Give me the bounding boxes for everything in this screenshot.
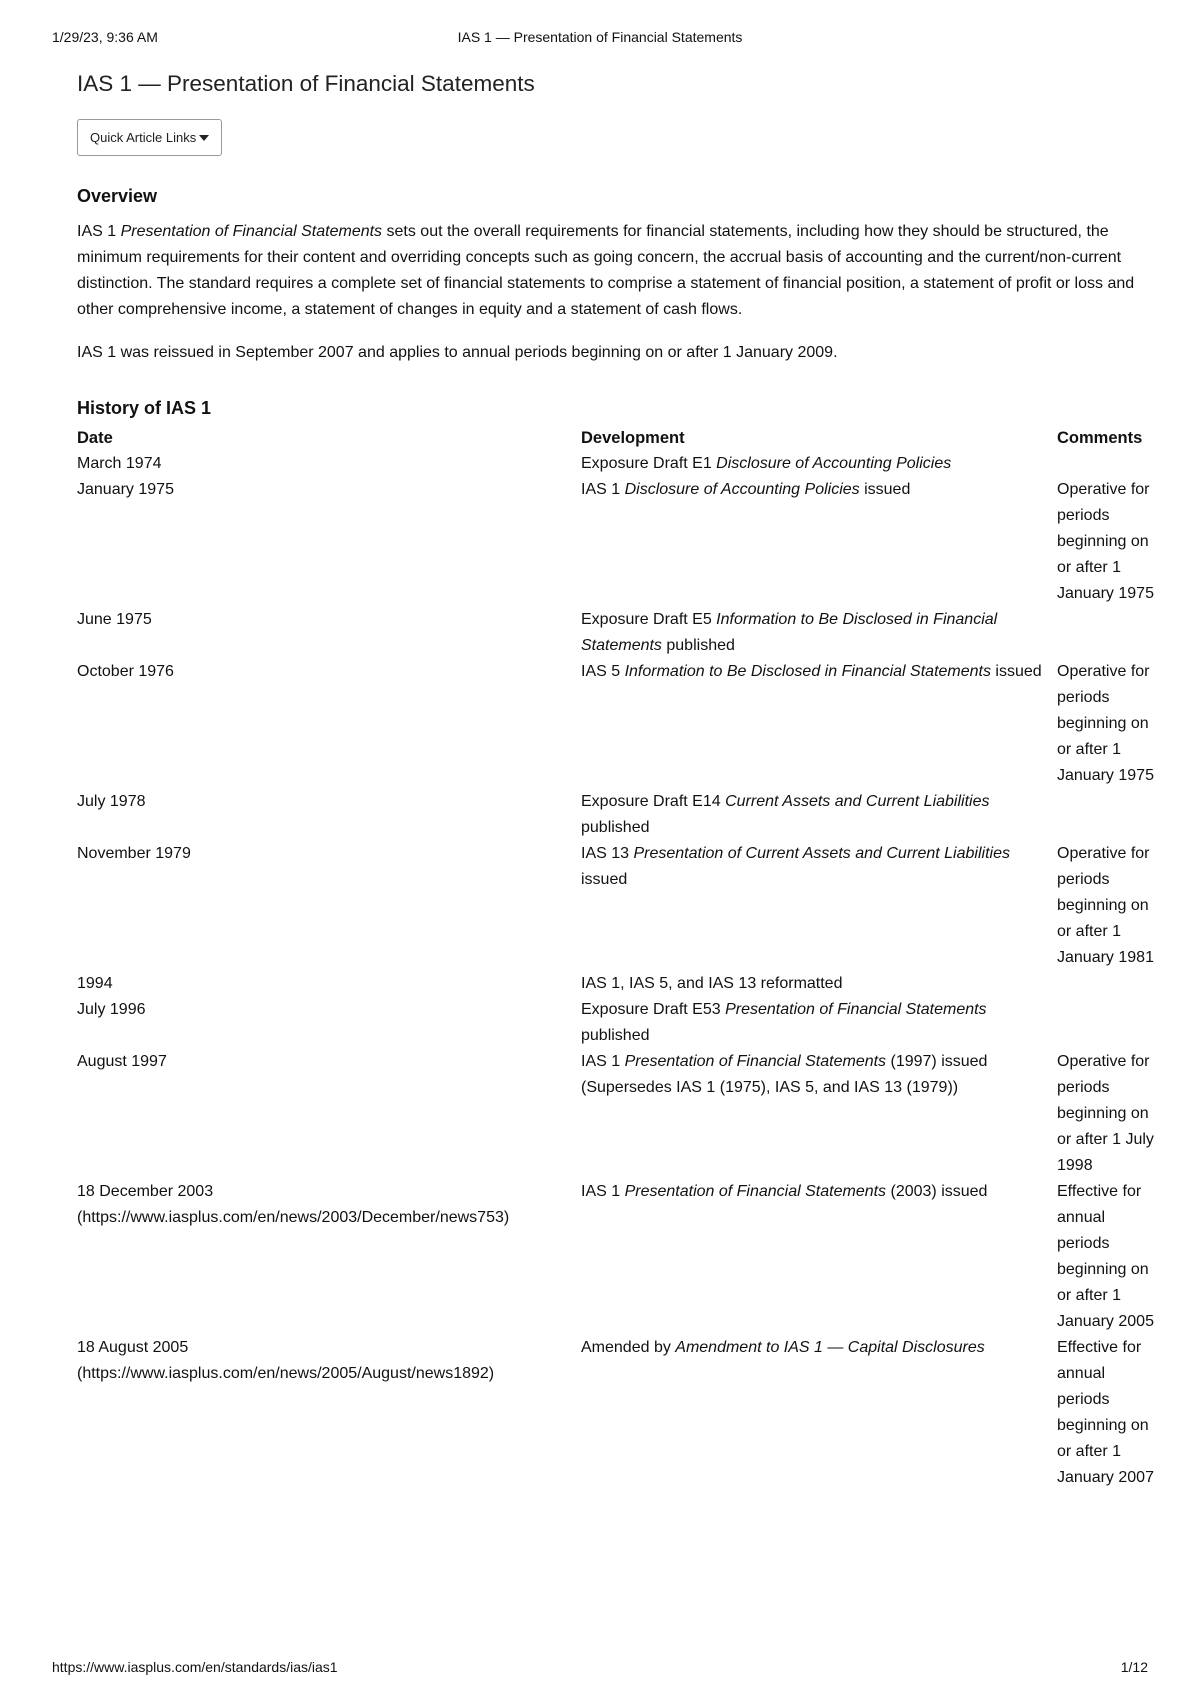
print-footer — [52, 1659, 1148, 1679]
row-date: 1994 — [77, 975, 113, 992]
dev-text-after: issued — [859, 481, 911, 498]
page-title: IAS 1 — Presentation of Financial Statements — [77, 71, 535, 96]
row-date: October 1976 — [77, 663, 174, 680]
column-header-date: Date — [77, 429, 113, 447]
dev-title: Information to Be Disclosed in Financial Statements — [624, 663, 991, 680]
table-row — [77, 659, 1159, 789]
dev-text: IAS 1 — [581, 1183, 625, 1200]
dev-title: Information to Be Disclosed in Financial Statements — [581, 611, 998, 654]
dev-title: Amendment to IAS 1 — Capital Disclosures — [675, 1339, 985, 1356]
dev-title: Disclosure of Accounting Policies — [624, 481, 860, 498]
dev-text: IAS 13 — [581, 845, 634, 862]
history-table — [77, 425, 1159, 1491]
table-row — [77, 971, 1159, 997]
dev-title: Presentation of Financial Statements — [624, 1053, 887, 1070]
row-development — [581, 1335, 1057, 1491]
table-row — [77, 1179, 1159, 1335]
row-development — [581, 997, 1057, 1049]
print-page-number: 1/12 — [1120, 1659, 1148, 1675]
row-date: August 1997 — [77, 1053, 167, 1070]
print-url: https://www.iasplus.com/en/standards/ias/ias1 — [52, 1659, 338, 1675]
dev-title: Current Assets and Current Liabilities — [725, 793, 990, 810]
row-date: January 1975 — [77, 481, 174, 498]
row-comment: Operative for periods beginning on or after 1 January 1981 — [1057, 845, 1154, 966]
row-development — [581, 841, 1057, 971]
row-development — [581, 477, 1057, 607]
dev-text: Exposure Draft E1 — [581, 455, 717, 472]
row-date: July 1996 — [77, 1001, 146, 1018]
row-comment — [1057, 607, 1159, 659]
dev-text: Exposure Draft E53 — [581, 1001, 726, 1018]
dev-text-after: (1997) issued (Supersedes IAS 1 (1975), IAS 5, and IAS 13 (1979)) — [581, 1053, 988, 1096]
row-development — [581, 451, 1057, 477]
row-comment: Effective for annual periods beginning on or after 1 January 2007 — [1057, 1339, 1154, 1486]
row-comment — [1057, 451, 1159, 477]
quick-article-links-label: Quick Article Links — [90, 130, 197, 145]
dev-title: Presentation of Financial Statements — [624, 1183, 887, 1200]
table-row — [77, 841, 1159, 971]
row-comment: Operative for periods beginning on or after 1 July 1998 — [1057, 1053, 1154, 1174]
dev-text: Exposure Draft E5 — [581, 611, 717, 628]
row-date: November 1979 — [77, 845, 191, 862]
print-doc-title: IAS 1 — Presentation of Financial Statements — [457, 29, 743, 45]
row-development — [581, 971, 1057, 997]
dev-text: IAS 1 — [581, 481, 625, 498]
overview-p1-rest: sets out the overall requirements for financial statements, including how they should be structured, the minimum requirements for their content and overriding concepts such as going concern, the accrual basis of accounting and the current/non-current distinction. The standard requires a complete set of financial statements to comprise a statement of financial position, a statement of profit or loss and other comprehensive income, a statement of changes in equity and a statement of cash flows. — [77, 223, 1135, 318]
dev-text: Exposure Draft E14 — [581, 793, 726, 810]
overview-heading: Overview — [77, 186, 158, 206]
quick-article-links-button[interactable] — [77, 119, 222, 156]
column-header-development: Development — [581, 429, 685, 447]
row-comment: Effective for annual periods beginning on or after 1 January 2005 — [1057, 1183, 1154, 1330]
row-date-link[interactable]: 18 December 2003 (https://www.iasplus.com/en/news/2003/December/news753) — [77, 1183, 510, 1226]
row-date: June 1975 — [77, 611, 152, 628]
column-header-comments: Comments — [1057, 429, 1143, 447]
row-development — [581, 789, 1057, 841]
row-development — [581, 659, 1057, 789]
row-date-link[interactable]: 18 August 2005 (https://www.iasplus.com/en/news/2005/August/news1892) — [77, 1339, 495, 1382]
table-row — [77, 607, 1159, 659]
table-row — [77, 789, 1159, 841]
table-row — [77, 1049, 1159, 1179]
row-comment — [1057, 997, 1159, 1049]
table-row — [77, 451, 1159, 477]
row-development — [581, 1049, 1057, 1179]
article-content — [77, 68, 1154, 1491]
row-comment: Operative for periods beginning on or after 1 January 1975 — [1057, 481, 1154, 602]
dev-text-after: issued — [990, 663, 1042, 680]
dev-text-after: published — [581, 1027, 650, 1044]
dev-text: IAS 1 — [581, 1053, 625, 1070]
dev-title: Disclosure of Accounting Policies — [716, 455, 952, 472]
print-header — [52, 29, 1148, 49]
overview-paragraph-1 — [77, 219, 1147, 323]
table-row — [77, 477, 1159, 607]
dev-text: Amended by — [581, 1339, 676, 1356]
dev-text-after: published — [661, 637, 735, 654]
dev-text-after: published — [581, 819, 650, 836]
dev-text-after: issued — [581, 871, 628, 888]
history-header-row — [77, 425, 1159, 451]
row-comment — [1057, 971, 1159, 997]
overview-p1-italic: Presentation of Financial Statements — [120, 223, 383, 240]
table-row — [77, 997, 1159, 1049]
row-date: March 1974 — [77, 455, 162, 472]
dev-text-after: (2003) issued — [886, 1183, 988, 1200]
dev-text: IAS 1, IAS 5, and IAS 13 reformatted — [581, 975, 843, 992]
table-row — [77, 1335, 1159, 1491]
history-heading: History of IAS 1 — [77, 398, 212, 418]
row-comment — [1057, 789, 1159, 841]
overview-p1-prefix: IAS 1 — [77, 223, 121, 240]
dev-title: Presentation of Current Assets and Current Liabilities — [633, 845, 1010, 862]
row-date: July 1978 — [77, 793, 146, 810]
row-development — [581, 1179, 1057, 1335]
row-development — [581, 607, 1057, 659]
dev-text: IAS 5 — [581, 663, 625, 680]
row-comment: Operative for periods beginning on or after 1 January 1975 — [1057, 663, 1154, 784]
print-datetime: 1/29/23, 9:36 AM — [52, 29, 158, 45]
caret-down-icon — [199, 135, 209, 141]
overview-paragraph-2: IAS 1 was reissued in September 2007 and applies to annual periods beginning on or after 1 January 2009. — [77, 344, 838, 361]
dev-title: Presentation of Financial Statements — [725, 1001, 987, 1018]
